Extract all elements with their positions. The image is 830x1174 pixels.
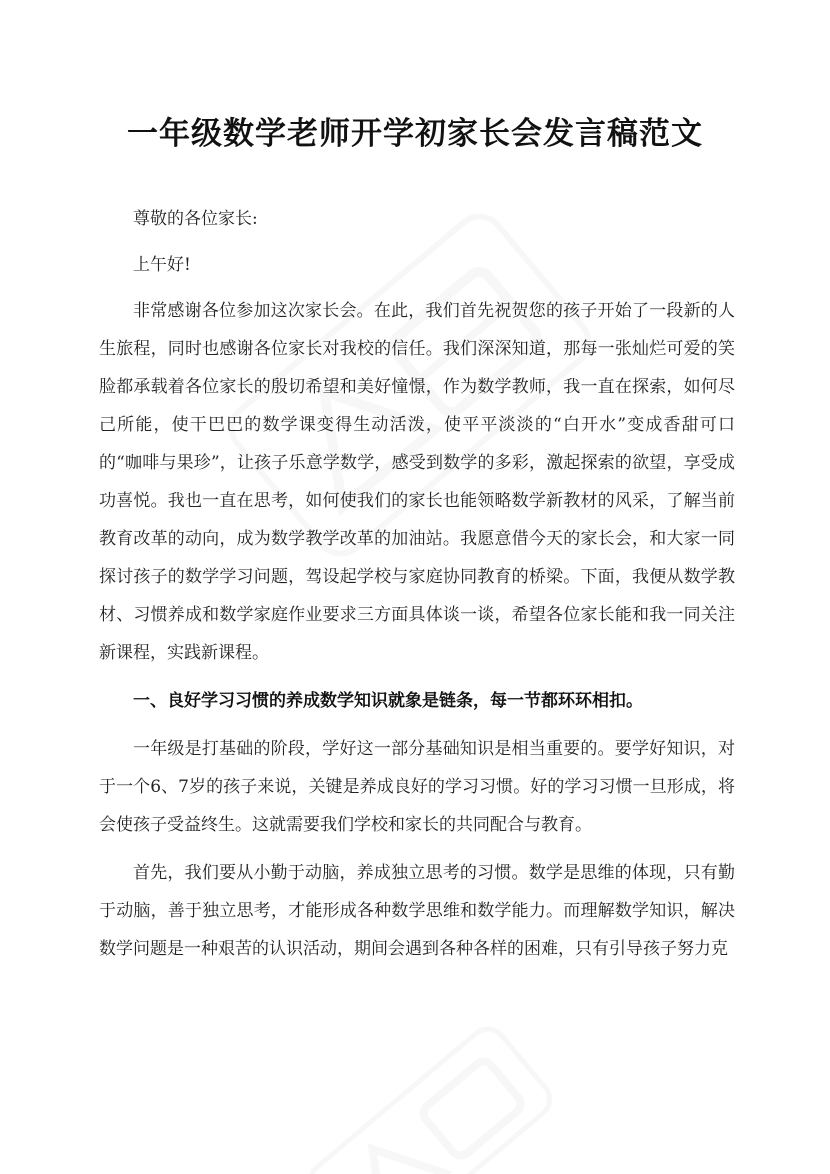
greeting: 上午好!	[133, 255, 191, 275]
body-paragraph: 一年级是打基础的阶段，学好这一部分基础知识是相当重要的。要学好知识，对于一个6、7岁的孩子来说，关键是养成良好的学习习惯。好的学习习惯一旦形成，将会使孩子受益终生。这就需要我们学校和家长的共同配合与教育。	[99, 739, 735, 835]
document-title: 一年级数学老师开学初家长会发言稿范文	[127, 116, 703, 152]
intro-paragraph: 非常感谢各位参加这次家长会。在此，我们首先祝贺您的孩子开始了一段新的人生旅程，同时也感谢各位家长对我校的信任。我们深深知道，那每一张灿烂可爱的笑脸都承载着各位家长的殷切希望和美好憧憬，作为数学教师，我一直在探索，如何尽己所能，使干巴巴的数学课变得生动活泼，使平平淡淡的“白开水”变成香甜可口的“咖啡与果珍”，让孩子乐意学数学，感受到数学的多彩，激起探索的欲望，享受成功喜悦。我也一直在思考，如何使我们的家长也能领略数学新教材的风采，了解当前教育改革的动向，成为数学教学改革的加油站。我愿意借今天的家长会，和大家一同探讨孩子的数学学习问题，驾设起学校与家庭协同教育的桥梁。下面，我便从数学教材、习惯养成和数学家庭作业要求三方面具体谈一谈，希望各位家长能和我一同关注新课程，实践新课程。	[99, 301, 735, 663]
document-body	[99, 200, 735, 978]
salutation: 尊敬的各位家长:	[133, 209, 258, 229]
body-paragraph: 首先，我们要从小勤于动脑，养成独立思考的习惯。数学是思维的体现，只有勤于动脑，善于独立思考，才能形成各种数学思维和数学能力。而理解数学知识，解决数学问题是一种艰苦的认识活动，期间会遇到各种各样的困难，只有引导孩子努力克	[99, 863, 735, 959]
watermark-logo-icon	[292, 1010, 568, 1174]
section-heading: 一、良好学习习惯的养成数学知识就象是链条，每一节都环环相扣。	[133, 691, 643, 711]
